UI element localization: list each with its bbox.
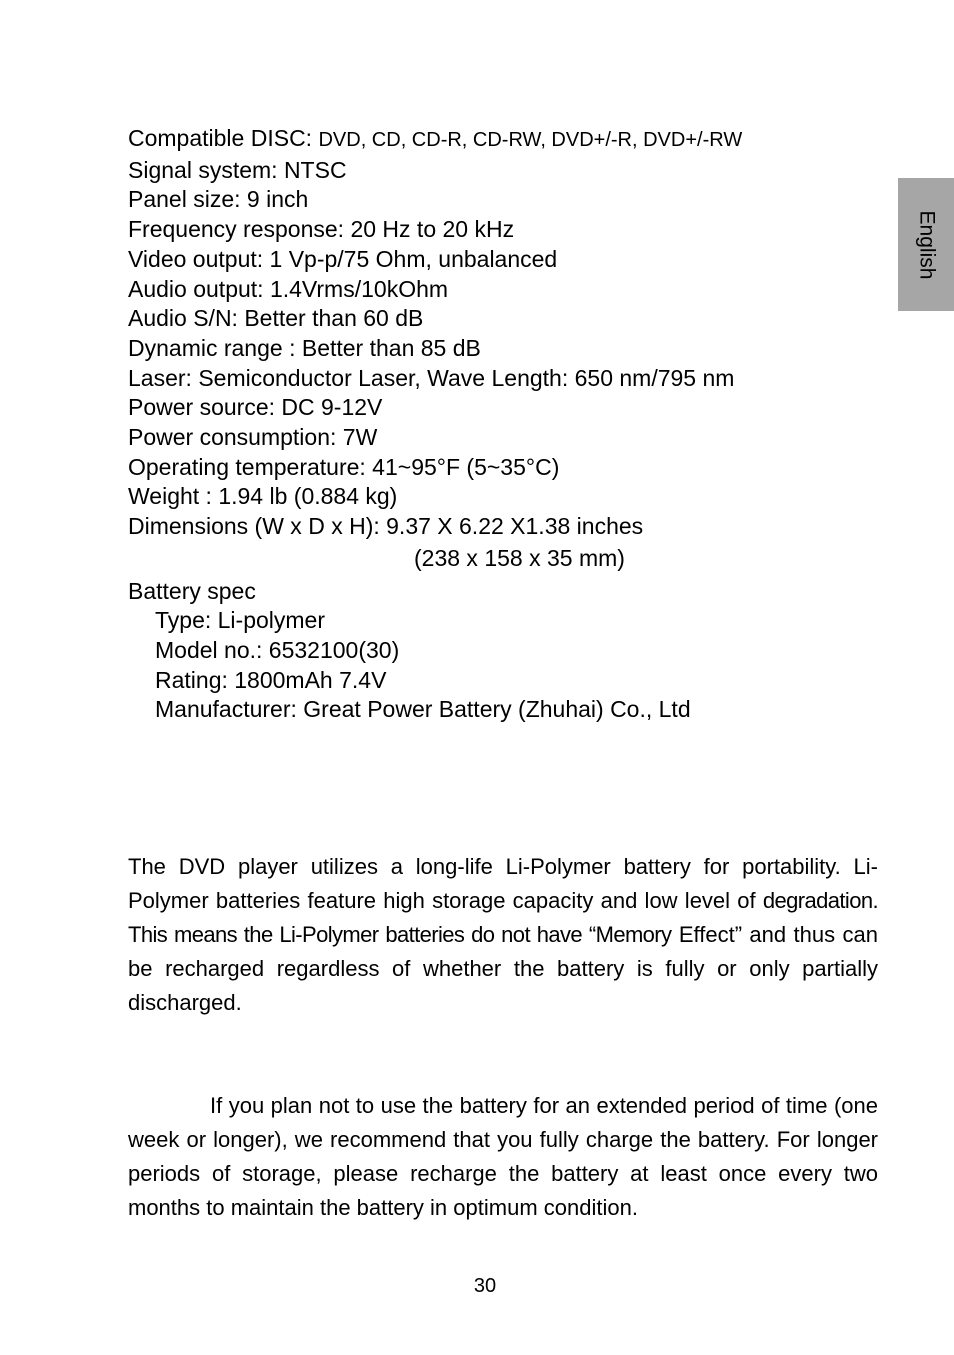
spec-operating-temperature: Operating temperature: 41~95°F (5~35°C) <box>128 453 560 480</box>
spec-power-consumption: Power consumption: 7W <box>128 424 378 451</box>
spec-signal-system: Signal system: NTSC <box>128 156 347 183</box>
spec-compatible-disc-label: Compatible DISC: <box>128 125 313 151</box>
battery-description-paragraph <box>128 850 878 1020</box>
spec-video-output: Video output: 1 Vp-p/75 Ohm, unbalanced <box>128 245 558 272</box>
spec-compatible-disc-value: DVD, CD, CD-R, CD-RW, DVD+/-R, DVD+/-RW <box>318 129 743 151</box>
battery-type: Type: Li-polymer <box>155 607 326 634</box>
battery-spec-title: Battery spec <box>128 577 256 604</box>
battery-storage-paragraph: If you plan not to use the battery for an extended period of time (one week or longer), we recommend that you fully charge the battery. For longer periods of storage, please recharge the battery at least once every two months to maintain the battery in optimum condition. <box>128 1093 878 1220</box>
battery-manufacturer: Manufacturer: Great Power Battery (Zhuhai) Co., Ltd <box>155 696 691 723</box>
spec-dimensions: Dimensions (W x D x H): 9.37 X 6.22 X1.38 inches <box>128 513 644 540</box>
spec-weight: Weight : 1.94 lb (0.884 kg) <box>128 483 398 510</box>
paragraph-1-part-c: Effect” and thus can be recharged regardless of whether the battery is fully or only partially discharged. <box>128 922 878 1015</box>
spec-audio-output: Audio output: 1.4Vrms/10kOhm <box>128 275 449 302</box>
page-number: 30 <box>473 1275 497 1297</box>
paragraph-1-part-b: degradation. This means the Li-Polymer batteries do not have “Memory <box>128 888 878 947</box>
spec-panel-size: Panel size: 9 inch <box>128 186 309 213</box>
language-tab <box>898 178 954 311</box>
spec-frequency-response: Frequency response: 20 Hz to 20 kHz <box>128 216 515 243</box>
battery-model-no: Model no.: 6532100(30) <box>155 636 400 663</box>
paragraph-1-part-a: The DVD player utilizes a long-life Li-Polymer battery for portability. Li-Polymer batteries feature high storage capacity and low level of <box>128 854 878 913</box>
spec-audio-sn: Audio S/N: Better than 60 dB <box>128 305 424 332</box>
spec-compatible-disc <box>128 124 888 156</box>
spec-power-source: Power source: DC 9-12V <box>128 394 383 421</box>
spec-dynamic-range: Dynamic range : Better than 85 dB <box>128 334 481 361</box>
battery-rating: Rating: 1800mAh 7.4V <box>155 666 387 693</box>
spec-laser: Laser: Semiconductor Laser, Wave Length: 650 nm/795 nm <box>128 364 735 391</box>
spec-dimensions-metric: (238 x 158 x 35 mm) <box>414 544 625 571</box>
language-tab-label: English <box>915 210 939 279</box>
specification-list <box>128 124 888 725</box>
